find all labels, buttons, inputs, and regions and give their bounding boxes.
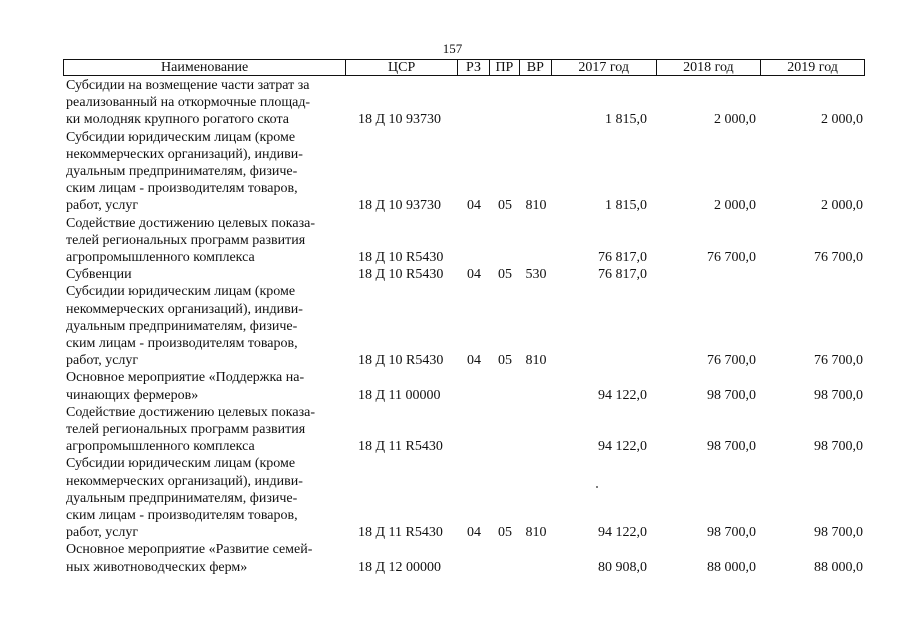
row-csr: 18 Д 12 00000 xyxy=(358,559,442,575)
row-2018: 76 700,0 xyxy=(707,353,756,369)
budget-table xyxy=(63,59,865,576)
row-2018: 76 700,0 xyxy=(707,250,756,266)
row-name: Основное мероприятие «Развитие семей- ных животноводческих ферм» xyxy=(66,542,313,575)
row-2019: 76 700,0 xyxy=(814,353,863,369)
row-2017: 1 815,0 xyxy=(605,112,647,128)
row-2019: 98 700,0 xyxy=(814,525,863,541)
row-2019: 98 700,0 xyxy=(814,387,863,403)
row-2018: 98 700,0 xyxy=(707,439,756,455)
header-csr: ЦСР xyxy=(346,60,458,75)
table-row xyxy=(63,404,865,456)
row-name: Основное мероприятие «Поддержка на- чинающих фермеров» xyxy=(66,370,305,403)
table-row xyxy=(63,77,865,129)
scan-speck xyxy=(596,486,598,488)
header-rz: РЗ xyxy=(458,60,490,75)
row-2019: 98 700,0 xyxy=(814,439,863,455)
table-header xyxy=(63,59,865,76)
row-2017: 94 122,0 xyxy=(598,525,647,541)
row-2018: 98 700,0 xyxy=(707,387,756,403)
row-csr: 18 Д 10 93730 xyxy=(358,198,442,214)
row-pr: 05 xyxy=(498,267,512,283)
row-2017: 1 815,0 xyxy=(605,198,647,214)
row-rz: 04 xyxy=(467,267,481,283)
row-csr: 18 Д 11 R5430 xyxy=(358,525,443,541)
row-rz: 04 xyxy=(467,198,481,214)
row-2017: 80 908,0 xyxy=(598,559,647,575)
row-pr: 05 xyxy=(498,198,512,214)
row-2017: 94 122,0 xyxy=(598,387,647,403)
header-2017: 2017 год xyxy=(552,60,657,75)
row-csr: 18 Д 10 R5430 xyxy=(358,267,444,283)
row-2018: 2 000,0 xyxy=(714,112,756,128)
row-csr: 18 Д 10 93730 xyxy=(358,112,442,128)
row-rz: 04 xyxy=(467,353,481,369)
row-csr: 18 Д 11 R5430 xyxy=(358,439,443,455)
row-2018: 98 700,0 xyxy=(707,525,756,541)
row-2018: 2 000,0 xyxy=(714,198,756,214)
table-row xyxy=(63,541,865,575)
table-row xyxy=(63,266,865,283)
page-number: 157 xyxy=(442,41,463,56)
header-vr: ВР xyxy=(520,60,552,75)
row-2017: 94 122,0 xyxy=(598,439,647,455)
header-2018: 2018 год xyxy=(657,60,762,75)
row-name: Содействие достижению целевых показа- телей региональных программ развития агропромышленного комплекса xyxy=(66,215,315,266)
row-pr: 05 xyxy=(498,353,512,369)
table-row xyxy=(63,215,865,267)
header-name: Наименование xyxy=(64,60,346,75)
header-2019: 2019 год xyxy=(787,60,838,75)
row-vr: 530 xyxy=(525,267,547,283)
row-name: Субсидии юридическим лицам (кроме некоммерческих организаций), индиви- дуальным предпринимателям, физиче- ским лицам - производителям товаров, работ, услуг xyxy=(66,456,303,541)
row-name: Субсидии на возмещение части затрат за реализованный на откормочные площад- ки молодняк крупного рогатого скота xyxy=(66,78,311,128)
row-2019: 88 000,0 xyxy=(814,559,863,575)
row-name: Субвенции xyxy=(66,267,132,283)
row-2017: 76 817,0 xyxy=(598,267,647,283)
row-vr: 810 xyxy=(525,198,547,214)
table-row xyxy=(63,369,865,403)
table-body xyxy=(63,77,865,576)
row-2017: 76 817,0 xyxy=(598,250,647,266)
row-2018: 88 000,0 xyxy=(707,559,756,575)
row-2019: 76 700,0 xyxy=(814,250,863,266)
row-vr: 810 xyxy=(525,353,547,369)
row-2019: 2 000,0 xyxy=(821,198,863,214)
row-rz: 04 xyxy=(467,525,481,541)
row-2019: 2 000,0 xyxy=(821,112,863,128)
row-csr: 18 Д 10 R5430 xyxy=(358,353,444,369)
table-row xyxy=(63,455,865,541)
row-name: Субсидии юридическим лицам (кроме некоммерческих организаций), индиви- дуальным предпринимателям, физиче- ским лицам - производителям товаров, работ, услуг xyxy=(66,129,303,214)
row-pr: 05 xyxy=(498,525,512,541)
row-name: Содействие достижению целевых показа- телей региональных программ развития агропромышленного комплекса xyxy=(66,404,315,455)
row-name: Субсидии юридическим лицам (кроме некоммерческих организаций), индиви- дуальным предпринимателям, физиче- ским лицам - производителям товаров, работ, услуг xyxy=(66,284,303,369)
header-pr: ПР xyxy=(490,60,520,75)
row-csr: 18 Д 10 R5430 xyxy=(358,250,444,266)
table-row xyxy=(63,283,865,369)
row-vr: 810 xyxy=(525,525,547,541)
row-csr: 18 Д 11 00000 xyxy=(358,387,441,403)
table-row xyxy=(63,129,865,215)
